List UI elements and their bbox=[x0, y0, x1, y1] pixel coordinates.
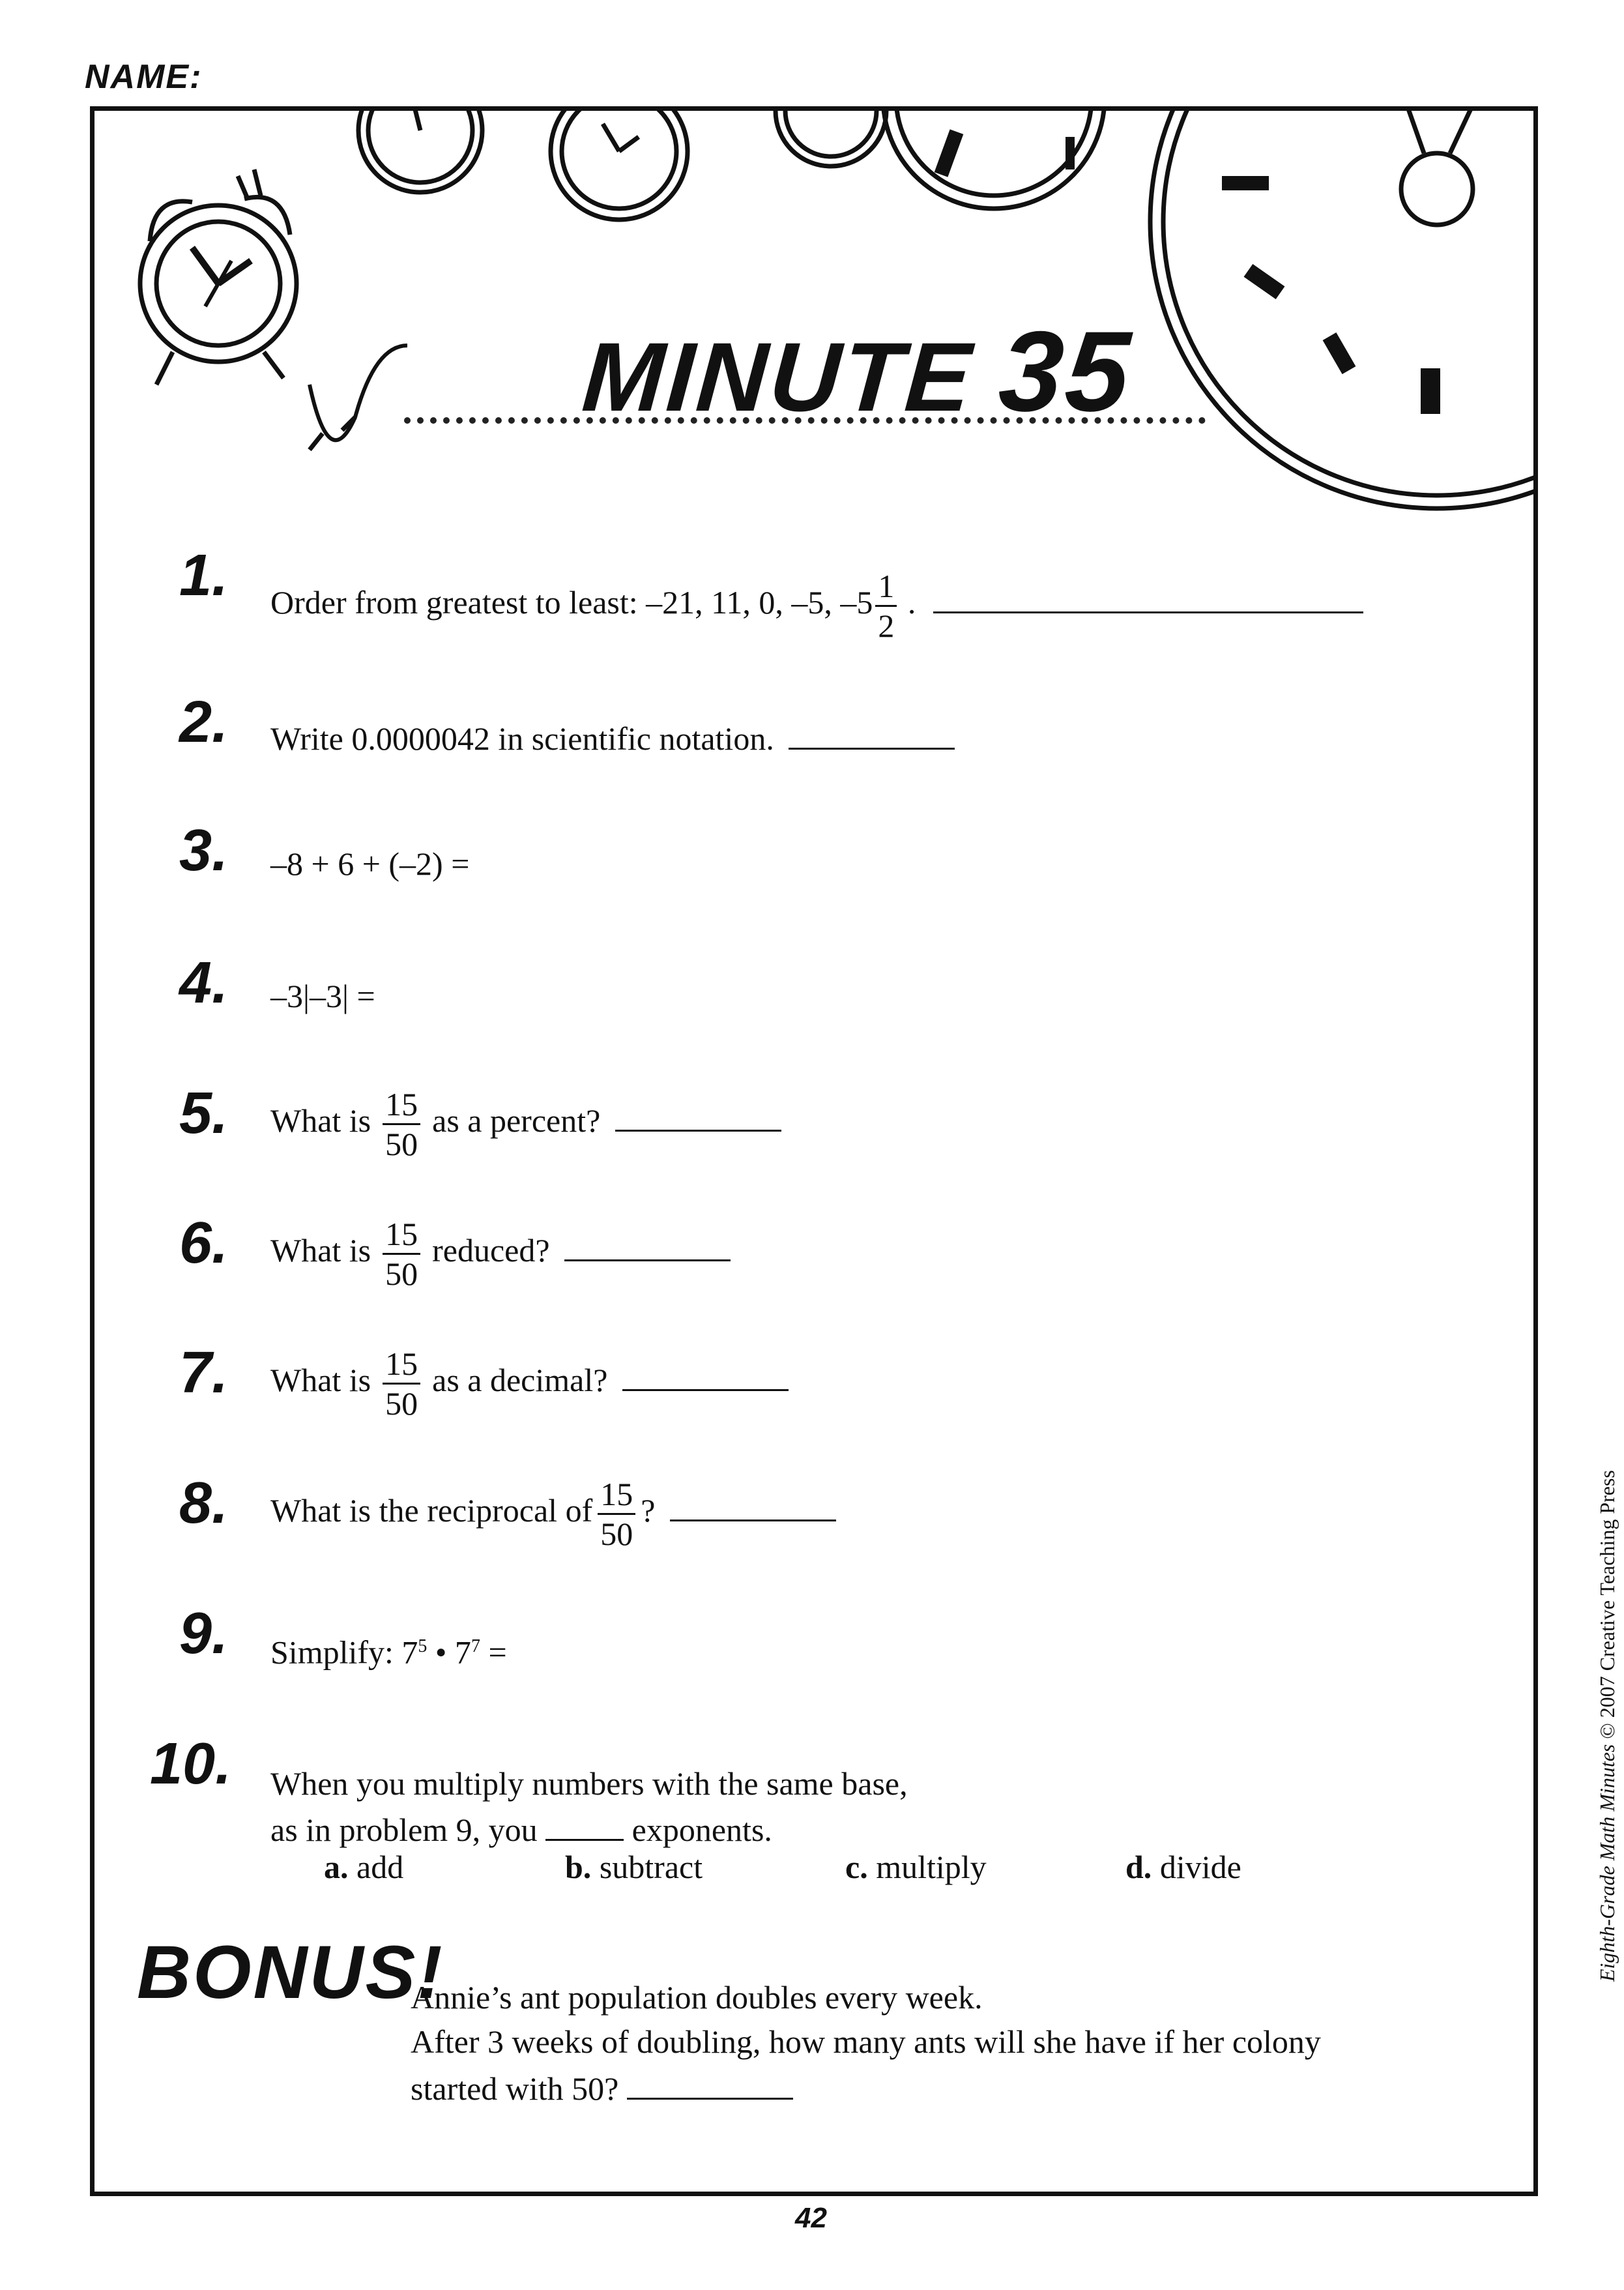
question-1: 1. Order from greatest to least: –21, 11, 0, –5, –5 $\frac{1}{2}$ . bbox=[270, 567, 1363, 645]
question-text: –3|–3| = bbox=[270, 978, 375, 1014]
question-number: 7. bbox=[179, 1340, 229, 1405]
answer-blank[interactable] bbox=[622, 1355, 789, 1391]
page-number: 42 bbox=[795, 2202, 827, 2234]
fraction: $\frac{15}{50}$ bbox=[383, 1345, 420, 1422]
question-number: 3. bbox=[179, 818, 229, 883]
question-text: –8 + 6 + (–2) = bbox=[270, 845, 470, 882]
question-8: 8. What is the reciprocal of $\frac{15}{50}$ ? bbox=[270, 1475, 836, 1553]
answer-blank[interactable] bbox=[933, 578, 1363, 613]
bonus-question: Annie’s ant population doubles every week. After 3 weeks of doubling, how many ants will she have if her colony started with 50? bbox=[411, 1979, 1321, 2107]
question-number: 10. bbox=[150, 1731, 232, 1797]
question-number: 4. bbox=[179, 950, 229, 1016]
choice-d[interactable]: d. divide bbox=[1125, 1849, 1241, 1885]
question-number: 1. bbox=[179, 543, 229, 608]
small-clock-icon-2 bbox=[551, 111, 688, 220]
dotted-divider bbox=[404, 417, 1206, 424]
question-4 bbox=[179, 950, 375, 1018]
question-number: 9. bbox=[179, 1601, 229, 1666]
answer-blank[interactable] bbox=[564, 1226, 731, 1261]
question-number: 8. bbox=[179, 1471, 229, 1536]
copyright-credit: Eighth-Grade Math Minutes © 2007 Creative Teaching Press bbox=[1595, 1470, 1619, 1982]
question-2 bbox=[179, 690, 955, 760]
choice-b[interactable]: b. subtract bbox=[565, 1849, 703, 1885]
question-6: 6. What is $\frac{15}{50}$ reduced? bbox=[270, 1215, 731, 1293]
question-number: 6. bbox=[179, 1211, 229, 1276]
choice-c[interactable]: c. multiply bbox=[845, 1849, 987, 1885]
fraction: $\frac{15}{50}$ bbox=[383, 1215, 420, 1293]
question-7: 7. What is $\frac{15}{50}$ as a decimal? bbox=[270, 1345, 789, 1422]
answer-blank[interactable] bbox=[670, 1486, 836, 1521]
name-label: NAME: bbox=[85, 58, 203, 96]
bonus-label: BONUS! bbox=[137, 1931, 444, 2014]
fraction: $\frac{15}{50}$ bbox=[383, 1085, 420, 1163]
question-5: 5. What is $\frac{15}{50}$ as a percent? bbox=[270, 1085, 781, 1163]
worksheet-frame bbox=[90, 106, 1538, 2196]
title-number: 35 bbox=[995, 308, 1137, 435]
question-9: 9. Simplify: $7^5$ • $7^7$ = bbox=[179, 1601, 507, 1671]
large-clock-icon bbox=[1150, 111, 1538, 508]
question-10: 10. When you multiply numbers with the same base, as in problem 9, you exponents. bbox=[150, 1731, 908, 1848]
answer-blank[interactable] bbox=[789, 714, 955, 750]
fraction: $\frac{1}{2}$ bbox=[875, 567, 897, 645]
question-text: Order from greatest to least: –21, 11, 0, –5, –5 bbox=[270, 583, 873, 621]
fraction: $\frac{15}{50}$ bbox=[598, 1475, 635, 1553]
question-3 bbox=[179, 818, 470, 885]
answer-blank[interactable] bbox=[615, 1096, 781, 1132]
question-text: Write 0.0000042 in scientific notation. bbox=[270, 720, 774, 757]
choice-a[interactable]: a. add bbox=[324, 1849, 404, 1885]
answer-blank[interactable] bbox=[545, 1805, 624, 1841]
question-number: 5. bbox=[179, 1081, 229, 1146]
title-word: MINUTE bbox=[579, 322, 978, 432]
question-number: 2. bbox=[179, 690, 229, 755]
answer-blank[interactable] bbox=[627, 2064, 793, 2100]
